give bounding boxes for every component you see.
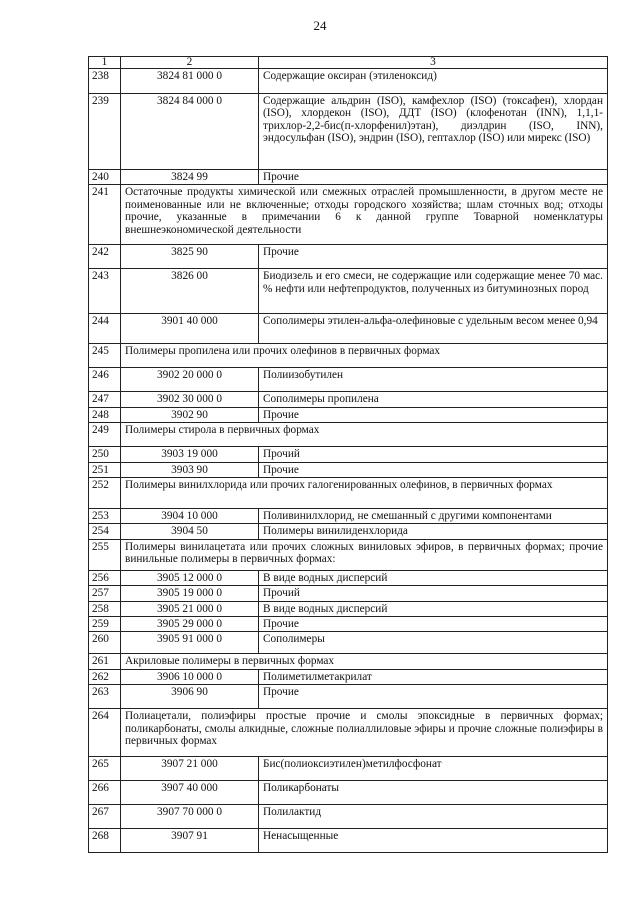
- item-description: Ненасыщенные: [259, 829, 608, 853]
- document-table: [88, 56, 608, 853]
- item-description: Прочий: [259, 447, 608, 462]
- tn-ved-code: 3903 90: [121, 462, 259, 477]
- tn-ved-code: 3903 19 000: [121, 447, 259, 462]
- item-description: Прочие: [259, 462, 608, 477]
- row-number: 253: [89, 509, 121, 524]
- tn-ved-code: 3902 30 000 0: [121, 392, 259, 407]
- table-row: [89, 524, 608, 539]
- row-number: 240: [89, 170, 121, 185]
- table-row: [89, 805, 608, 829]
- item-description: Прочий: [259, 586, 608, 601]
- row-number: 245: [89, 344, 121, 368]
- table-row: [89, 170, 608, 185]
- table-row: [89, 462, 608, 477]
- table-row: [89, 314, 608, 344]
- table-row: [89, 829, 608, 853]
- item-description: Сополимеры: [259, 632, 608, 654]
- tn-ved-code: 3906 10 000 0: [121, 669, 259, 684]
- row-number: 246: [89, 368, 121, 392]
- table-row: [89, 586, 608, 601]
- group-description: Полимеры пропилена или прочих олефинов в первичных формах: [121, 344, 608, 368]
- tn-ved-code: 3905 21 000 0: [121, 601, 259, 616]
- row-number: 241: [89, 185, 121, 245]
- row-number: 266: [89, 781, 121, 805]
- row-number: 262: [89, 669, 121, 684]
- table-row: [89, 570, 608, 585]
- tn-ved-code: 3901 40 000: [121, 314, 259, 344]
- item-description: Полимеры винилиденхлорида: [259, 524, 608, 539]
- table-row: [89, 632, 608, 654]
- item-description: Поливинилхлорид, не смешанный с другими компонентами: [259, 509, 608, 524]
- group-description: Полимеры стирола в первичных формах: [121, 423, 608, 447]
- tn-ved-code: 3907 21 000: [121, 757, 259, 781]
- table-row: [89, 69, 608, 94]
- row-number: 243: [89, 269, 121, 314]
- item-description: Содержащие альдрин (ISO), камфехлор (ISO) (токсафен), хлордан (ISO), хлордекон (ISO), ДДТ (ISO) (клофенотан (INN), 1,1,1-трихлор-2,2-бис(п-хлорфенил)этан), диэлдрин (ISO, INN), эндосульфан (ISO), эндрин (ISO), гептахлор (ISO) или мирекс (ISO): [259, 94, 608, 170]
- table-row: [89, 368, 608, 392]
- item-description: Биодизель и его смеси, не содержащие или содержащие менее 70 мас. % нефти или нефтепродуктов, полученных из битуминозных пород: [259, 269, 608, 314]
- tn-ved-code: 3824 99: [121, 170, 259, 185]
- row-number: 265: [89, 757, 121, 781]
- row-number: 261: [89, 654, 121, 669]
- table-row: [89, 245, 608, 269]
- row-number: 264: [89, 709, 121, 757]
- tn-ved-code: 3906 90: [121, 685, 259, 709]
- table-row: [89, 669, 608, 684]
- group-description: Остаточные продукты химической или смежных отраслей промышленности, в другом месте не поименованные или не включенные; отходы городского хозяйства; шлам сточных вод; отходы прочие, указанные в примечании 6 к данной группе Товарной номенклатуры внешнеэкономической деятельности: [121, 185, 608, 245]
- item-description: Полилактид: [259, 805, 608, 829]
- table-row: [89, 344, 608, 368]
- row-number: 239: [89, 94, 121, 170]
- table-row: [89, 709, 608, 757]
- tn-ved-code: 3905 91 000 0: [121, 632, 259, 654]
- table-row: [89, 781, 608, 805]
- tn-ved-code: 3905 19 000 0: [121, 586, 259, 601]
- tn-ved-code: 3825 90: [121, 245, 259, 269]
- page-number: 24: [313, 18, 327, 33]
- row-number: 256: [89, 570, 121, 585]
- tn-ved-code: 3904 10 000: [121, 509, 259, 524]
- group-description: Полиацетали, полиэфиры простые прочие и смолы эпоксидные в первичных формах; поликарбонаты, смолы алкидные, сложные полиаллиловые эфиры и прочие сложные полиэфиры в первичных формах: [121, 709, 608, 757]
- item-description: Прочие: [259, 685, 608, 709]
- row-number: 255: [89, 539, 121, 570]
- table-row: [89, 185, 608, 245]
- item-description: Прочие: [259, 245, 608, 269]
- row-number: 242: [89, 245, 121, 269]
- table-row: [89, 601, 608, 616]
- group-description: Акриловые полимеры в первичных формах: [121, 654, 608, 669]
- tn-ved-code: 3902 20 000 0: [121, 368, 259, 392]
- item-description: Полиметилметакрилат: [259, 669, 608, 684]
- column-header-1: 1: [89, 57, 121, 69]
- tn-ved-code: 3824 81 000 0: [121, 69, 259, 94]
- row-number: 268: [89, 829, 121, 853]
- row-number: 252: [89, 478, 121, 509]
- row-number: 267: [89, 805, 121, 829]
- row-number: 251: [89, 462, 121, 477]
- row-number: 263: [89, 685, 121, 709]
- table-row: [89, 423, 608, 447]
- item-description: Сополимеры пропилена: [259, 392, 608, 407]
- row-number: 249: [89, 423, 121, 447]
- tn-ved-code: 3826 00: [121, 269, 259, 314]
- tn-ved-code: 3907 91: [121, 829, 259, 853]
- table-row: [89, 478, 608, 509]
- item-description: Полиизобутилен: [259, 368, 608, 392]
- column-header-2: 2: [121, 57, 259, 69]
- item-description: Прочие: [259, 407, 608, 422]
- tn-ved-code: 3905 12 000 0: [121, 570, 259, 585]
- table-row: [89, 269, 608, 314]
- row-number: 259: [89, 617, 121, 632]
- table-row: [89, 685, 608, 709]
- tn-ved-code: 3907 40 000: [121, 781, 259, 805]
- table-row: [89, 447, 608, 462]
- item-description: Поликарбонаты: [259, 781, 608, 805]
- table-row: [89, 757, 608, 781]
- row-number: 254: [89, 524, 121, 539]
- item-description: Бис(полиоксиэтилен)метилфосфонат: [259, 757, 608, 781]
- tn-ved-code: 3902 90: [121, 407, 259, 422]
- row-number: 238: [89, 69, 121, 94]
- group-description: Полимеры винилацетата или прочих сложных виниловых эфиров, в первичных формах; прочие винильные полимеры в первичных формах:: [121, 539, 608, 570]
- row-number: 250: [89, 447, 121, 462]
- row-number: 257: [89, 586, 121, 601]
- item-description: В виде водных дисперсий: [259, 570, 608, 585]
- table-row: [89, 509, 608, 524]
- tn-ved-code: 3907 70 000 0: [121, 805, 259, 829]
- item-description: Содержащие оксиран (этиленоксид): [259, 69, 608, 94]
- tn-ved-code: 3904 50: [121, 524, 259, 539]
- table-header-row: [89, 57, 608, 69]
- row-number: 260: [89, 632, 121, 654]
- column-header-3: 3: [259, 57, 608, 69]
- group-description: Полимеры винилхлорида или прочих галогенированных олефинов, в первичных формах: [121, 478, 608, 509]
- row-number: 258: [89, 601, 121, 616]
- table-row: [89, 617, 608, 632]
- row-number: 244: [89, 314, 121, 344]
- item-description: Прочие: [259, 617, 608, 632]
- table-row: [89, 407, 608, 422]
- table-row: [89, 94, 608, 170]
- row-number: 248: [89, 407, 121, 422]
- table-row: [89, 654, 608, 669]
- item-description: Прочие: [259, 170, 608, 185]
- item-description: В виде водных дисперсий: [259, 601, 608, 616]
- table-row: [89, 539, 608, 570]
- tn-ved-code: 3905 29 000 0: [121, 617, 259, 632]
- item-description: Сополимеры этилен-альфа-олефиновые с удельным весом менее 0,94: [259, 314, 608, 344]
- row-number: 247: [89, 392, 121, 407]
- table-row: [89, 392, 608, 407]
- tn-ved-code: 3824 84 000 0: [121, 94, 259, 170]
